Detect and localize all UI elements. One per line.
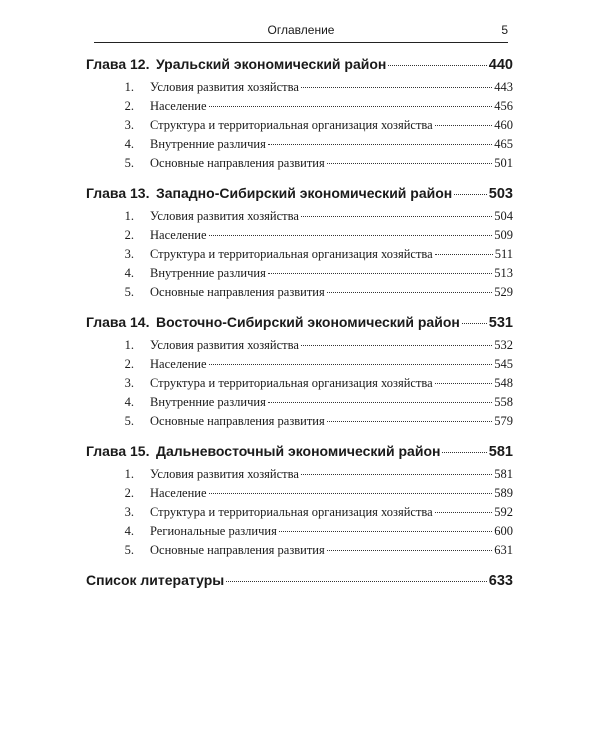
bibliography-entry[interactable] [86, 572, 513, 596]
dot-leader [327, 292, 493, 293]
chapter-heading[interactable] [86, 314, 513, 338]
entry-number: 3. [124, 505, 134, 519]
chapter-label: Глава 13. [86, 185, 150, 201]
dot-leader [268, 402, 492, 403]
entry-number: 5. [124, 156, 134, 170]
entry-title: Условия развития хозяйства [150, 338, 299, 352]
toc-entry[interactable] [86, 414, 513, 433]
dot-leader [435, 125, 493, 126]
dot-leader [301, 216, 492, 217]
entry-number: 2. [124, 357, 134, 371]
chapter-heading[interactable] [86, 56, 513, 80]
entry-number: 1. [124, 467, 134, 481]
chapter-page: 581 [488, 444, 513, 460]
dot-leader [388, 65, 486, 66]
entry-title: Основные направления развития [150, 156, 325, 170]
entry-title: Внутренние различия [150, 395, 266, 409]
page-number: 5 [501, 23, 508, 37]
chapter-block [86, 443, 513, 562]
entry-title: Условия развития хозяйства [150, 80, 299, 94]
entry-title: Условия развития хозяйства [150, 209, 299, 223]
entry-page: 509 [494, 228, 513, 242]
chapter-page: 503 [488, 186, 513, 202]
dot-leader [301, 474, 492, 475]
entry-title: Население [150, 99, 207, 113]
table-of-contents [86, 56, 513, 596]
toc-entry[interactable] [86, 338, 513, 357]
entry-page: 504 [494, 209, 513, 223]
entry-page: 548 [494, 376, 513, 390]
toc-entry[interactable] [86, 376, 513, 395]
chapter-title: Уральский экономический район [156, 56, 387, 72]
dot-leader [279, 531, 492, 532]
entry-page: 532 [494, 338, 513, 352]
entry-page: 545 [494, 357, 513, 371]
entry-number: 3. [124, 247, 134, 261]
entry-title: Население [150, 357, 207, 371]
chapter-block [86, 56, 513, 175]
entry-number: 4. [124, 524, 134, 538]
toc-entry[interactable] [86, 486, 513, 505]
toc-entry[interactable] [86, 118, 513, 137]
entry-number: 1. [124, 80, 134, 94]
toc-entry[interactable] [86, 99, 513, 118]
toc-entry[interactable] [86, 228, 513, 247]
dot-leader [327, 421, 493, 422]
entry-page: 511 [494, 247, 513, 261]
entry-number: 4. [124, 395, 134, 409]
toc-entry[interactable] [86, 467, 513, 486]
toc-entry[interactable] [86, 285, 513, 304]
entry-number: 2. [124, 228, 134, 242]
dot-leader [454, 194, 487, 195]
chapter-label: Глава 12. [86, 56, 150, 72]
toc-entry[interactable] [86, 247, 513, 266]
dot-leader [301, 87, 492, 88]
dot-leader [442, 452, 486, 453]
entry-number: 5. [124, 285, 134, 299]
dot-leader [327, 163, 493, 164]
chapter-block [86, 185, 513, 304]
chapter-block [86, 314, 513, 433]
running-header [94, 20, 508, 43]
chapter-heading[interactable] [86, 443, 513, 467]
entry-title: Население [150, 486, 207, 500]
dot-leader [226, 581, 487, 582]
toc-entry[interactable] [86, 266, 513, 285]
entry-page: 443 [494, 80, 513, 94]
toc-entry[interactable] [86, 543, 513, 562]
entry-title: Условия развития хозяйства [150, 467, 299, 481]
dot-leader [209, 364, 493, 365]
entry-page: 465 [494, 137, 513, 151]
chapter-label: Глава 15. [86, 443, 150, 459]
bibliography-title: Список литературы [86, 572, 225, 588]
toc-entry[interactable] [86, 524, 513, 543]
dot-leader [327, 550, 493, 551]
entry-number: 4. [124, 266, 134, 280]
dot-leader [435, 512, 493, 513]
chapter-page: 440 [488, 57, 513, 73]
toc-entry[interactable] [86, 395, 513, 414]
entry-number: 4. [124, 137, 134, 151]
entry-number: 3. [124, 118, 134, 132]
entry-page: 460 [494, 118, 513, 132]
dot-leader [435, 383, 493, 384]
entry-page: 589 [494, 486, 513, 500]
toc-entry[interactable] [86, 137, 513, 156]
chapter-page: 531 [488, 315, 513, 331]
entry-title: Основные направления развития [150, 285, 325, 299]
chapter-label: Глава 14. [86, 314, 150, 330]
dot-leader [301, 345, 492, 346]
dot-leader [209, 235, 493, 236]
dot-leader [462, 323, 487, 324]
running-title: Оглавление [267, 23, 335, 37]
dot-leader [209, 106, 493, 107]
toc-entry[interactable] [86, 357, 513, 376]
entry-number: 1. [124, 338, 134, 352]
entry-title: Региональные различия [150, 524, 277, 538]
entry-page: 501 [494, 156, 513, 170]
entry-title: Структура и территориальная организация хозяйства [150, 247, 433, 261]
toc-entry[interactable] [86, 505, 513, 524]
entry-page: 631 [494, 543, 513, 557]
entry-title: Основные направления развития [150, 414, 325, 428]
chapter-title: Западно-Сибирский экономический район [156, 185, 453, 201]
entry-page: 456 [494, 99, 513, 113]
entry-title: Структура и территориальная организация хозяйства [150, 118, 433, 132]
bibliography-page: 633 [488, 573, 513, 589]
entry-page: 592 [494, 505, 513, 519]
entry-page: 529 [494, 285, 513, 299]
entry-title: Структура и территориальная организация хозяйства [150, 376, 433, 390]
entry-page: 558 [494, 395, 513, 409]
entry-page: 581 [494, 467, 513, 481]
entry-number: 1. [124, 209, 134, 223]
dot-leader [209, 493, 493, 494]
entry-number: 5. [124, 543, 134, 557]
chapter-title: Восточно-Сибирский экономический район [156, 314, 460, 330]
toc-entry[interactable] [86, 209, 513, 228]
toc-entry[interactable] [86, 80, 513, 99]
dot-leader [268, 144, 492, 145]
entry-number: 2. [124, 486, 134, 500]
entry-number: 3. [124, 376, 134, 390]
entry-page: 513 [494, 266, 513, 280]
entry-title: Внутренние различия [150, 137, 266, 151]
dot-leader [435, 254, 493, 255]
entry-page: 579 [494, 414, 513, 428]
entry-title: Структура и территориальная организация хозяйства [150, 505, 433, 519]
toc-entry[interactable] [86, 156, 513, 175]
entry-number: 5. [124, 414, 134, 428]
chapter-heading[interactable] [86, 185, 513, 209]
entry-title: Основные направления развития [150, 543, 325, 557]
entry-page: 600 [494, 524, 513, 538]
chapter-title: Дальневосточный экономический район [156, 443, 441, 459]
entry-title: Внутренние различия [150, 266, 266, 280]
dot-leader [268, 273, 492, 274]
entry-title: Население [150, 228, 207, 242]
entry-number: 2. [124, 99, 134, 113]
